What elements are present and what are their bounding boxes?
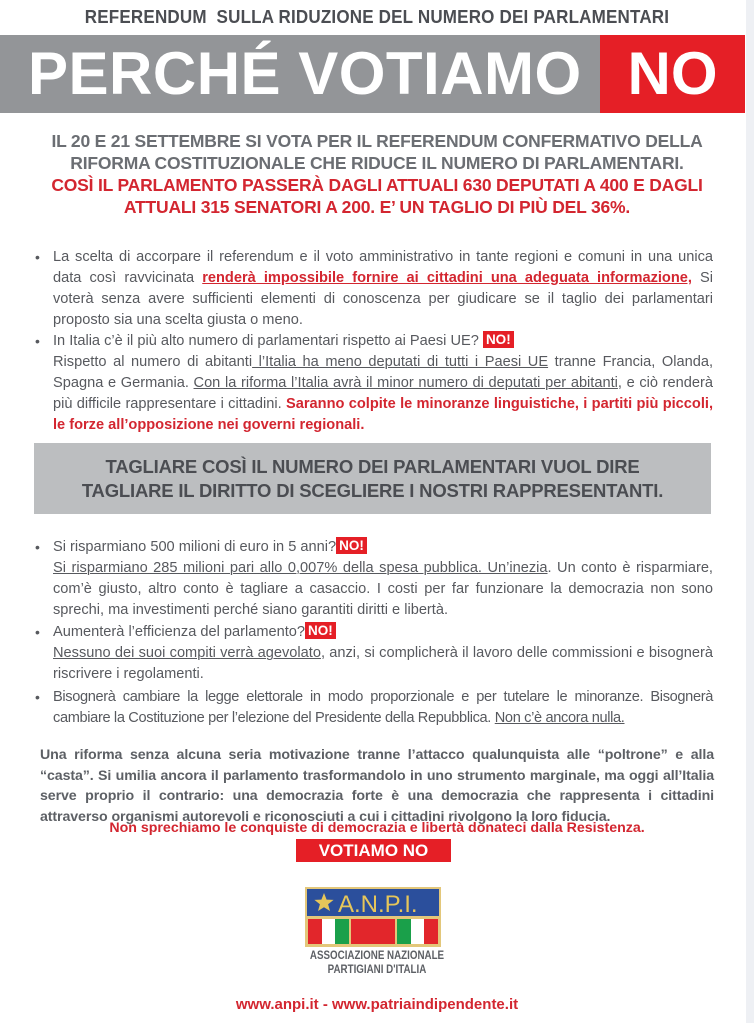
bullet-text: Si voterà senza avere sufficienti elementi di conoscenza per giudicare se il taglio dei parlamentari proposto sia una scelta giusta o meno. <box>53 270 714 328</box>
bullet-legge-elettorale <box>35 687 713 729</box>
bullet-icon: • <box>35 539 40 555</box>
bullet-text: , anzi, si complicherà il lavoro delle commissioni e bisognerà riscrivere i regolamenti. <box>53 645 713 682</box>
bullet-underlined: Non c’è ancora nulla. <box>494 710 625 726</box>
intro-block <box>40 130 714 218</box>
highlight-box <box>34 443 711 514</box>
highlight-line-1: TAGLIARE COSÌ IL NUMERO DEI PARLAMENTARI VUOL DIRE <box>105 456 640 477</box>
closing-red-line: Non sprechiamo le conquiste di democrazia e libertà donateci dalla Resistenza. <box>109 820 645 836</box>
bullet-question: In Italia c’è il più alto numero di parlamentari rispetto ai Paesi UE? <box>53 333 479 349</box>
logo-text: A.N.P.I. <box>338 891 418 918</box>
bullet-question: Si risparmiano 500 milioni di euro in 5 anni? <box>53 539 337 555</box>
closing-paragraph: Una riforma senza alcuna seria motivazione tranne l’attacco qualunquista alle “poltrone” e alla “casta”. Si umilia ancora il parlamento trasformandolo in uno strumento marginale, ma oggi all’Italia serve proprio il contrario: una democrazia forte è una democrazia che rappresenta i cittadini attraverso organismi autorevoli e riconosciuti a cui i cittadini rivolgono la loro fiducia. <box>40 747 714 825</box>
bullet-icon: • <box>35 249 40 265</box>
intro-line-4: ATTUALI 315 SENATORI A 200. E’ UN TAGLIO DI PIÙ DEL 36%. <box>123 197 631 217</box>
title-no-box: NO <box>600 35 745 113</box>
bullet-text: . Un conto è risparmiare, com’è giusto, altro conto è tagliare a casaccio. I costi per far funzionare la democrazia non sono sprechi, ma investimenti perché siano garantiti diritti e libertà. <box>53 560 713 618</box>
bullet-efficienza <box>35 622 713 685</box>
bullet-accorpamento <box>35 247 714 331</box>
bullet-question: Aumenterà l’efficienza del parlamento? <box>53 624 306 640</box>
bullet-icon: • <box>35 624 40 640</box>
bullet-underlined: Si risparmiano 285 milioni pari allo 0,007% della spesa pubblica. Un’inezia <box>53 560 548 576</box>
intro-line-2: RIFORMA COSTITUZIONALE CHE RIDUCE IL NUMERO DI PARLAMENTARI. <box>70 153 684 173</box>
logo-stripe <box>308 919 322 944</box>
association-line-1: ASSOCIAZIONE NAZIONALE <box>309 950 445 962</box>
vote-no-box: VOTIAMO NO <box>296 839 451 862</box>
page-edge <box>746 0 754 1023</box>
bullet-emphasis: Saranno colpite le minoranze linguistiche, i partiti più piccoli, le forze all’opposizione nei governi regionali. <box>53 396 713 433</box>
anpi-logo <box>305 887 441 947</box>
footer-links[interactable]: www.anpi.it - www.patriaindipendente.it <box>235 996 519 1013</box>
logo-stripe <box>322 919 335 944</box>
bullet-text: Bisognerà cambiare la legge elettorale in modo proporzionale e per tutelare le minoranze. Bisognerà cambiare la Costituzione per l’elezione del Presidente della Repubblica. <box>53 689 713 726</box>
logo-stripe <box>424 919 438 944</box>
bullet-underlined: Con la riforma l’Italia avrà il minor numero di deputati per abitanti <box>193 375 618 391</box>
highlight-line-2: TAGLIARE IL DIRITTO DI SCEGLIERE I NOSTRI RAPPRESENTANTI. <box>81 480 664 501</box>
referendum-subtitle: REFERENDUM SULLA RIDUZIONE DEL NUMERO DEI PARLAMENTARI <box>84 6 670 27</box>
bullet-risparmio <box>35 537 713 621</box>
bullet-text: La scelta di accorpare il referendum e il voto amministrativo in tante regioni e comuni in una unica data così ravvicinata <box>53 249 713 286</box>
association-name <box>57 949 698 977</box>
bullet-text: , e ciò renderà più difficile rappresentare i cittadini. <box>53 375 713 412</box>
logo-stripe <box>397 919 411 944</box>
intro-line-1: IL 20 E 21 SETTEMBRE SI VOTA PER IL REFERENDUM CONFERMATIVO DELLA <box>51 131 703 151</box>
title-main: PERCHÉ VOTIAMO <box>28 40 582 107</box>
bullet-underlined: Nessuno dei suoi compiti verrà agevolato <box>53 645 321 661</box>
bullet-text: tranne Francia, Olanda, Spagna e Germania. <box>53 354 713 391</box>
bullet-paesi-ue <box>35 331 713 436</box>
no-badge: NO! <box>336 537 367 554</box>
no-badge: NO! <box>305 622 336 639</box>
intro-line-3: COSÌ IL PARLAMENTO PASSERÀ DAGLI ATTUALI 630 DEPUTATI A 400 E DAGLI <box>51 175 703 195</box>
bullet-emphasis: renderà impossibile fornire ai cittadini una adeguata informazione, <box>202 270 692 286</box>
bullet-text: Rispetto al numero di abitanti <box>53 354 253 370</box>
association-line-2: PARTIGIANI D'ITALIA <box>327 964 427 976</box>
bullet-icon: • <box>35 333 40 349</box>
bullet-icon: • <box>35 689 40 705</box>
bullet-underlined: l’Italia ha meno deputati di tutti i Paesi UE <box>252 354 549 370</box>
logo-stripe <box>335 919 349 944</box>
logo-stripe <box>351 919 395 944</box>
logo-stripe <box>411 919 424 944</box>
no-badge: NO! <box>483 331 514 348</box>
